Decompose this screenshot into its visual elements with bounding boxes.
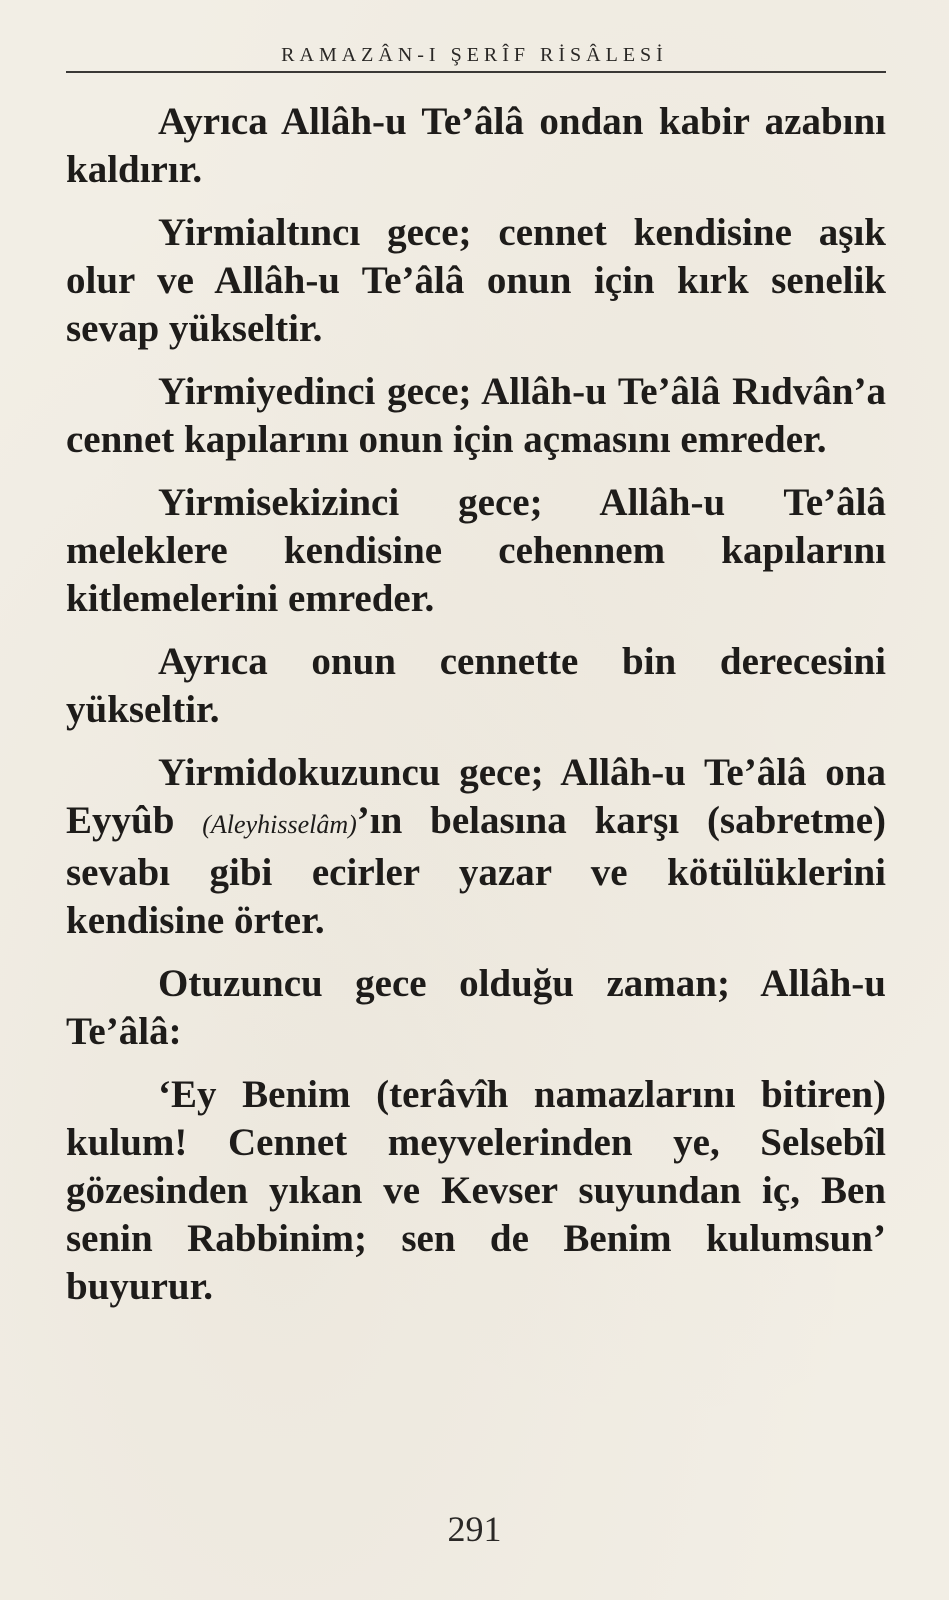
body-text xyxy=(66,98,886,1326)
paragraph-7: Otuzuncu gece olduğu zaman; Allâh-u Te’âlâ: xyxy=(66,962,886,1053)
honorific-italic: (Aleyhisselâm) xyxy=(202,810,357,839)
paragraph-3: Yirmiyedinci gece; Allâh-u Te’âlâ Rıdvân’a cennet kapılarını onun için açmasını emreder. xyxy=(66,370,886,461)
page-number: 291 xyxy=(447,1509,502,1549)
paragraph-6 xyxy=(66,749,886,945)
paragraph-4: Yirmisekizinci gece; Allâh-u Te’âlâ meleklere kendisine cehennem kapılarını kitlemelerini emreder. xyxy=(66,481,886,620)
paragraph-1: Ayrıca Allâh-u Te’âlâ ondan kabir azabını kaldırır. xyxy=(66,100,886,191)
running-header: RAMAZÂN-I ŞERÎF RİSÂLESİ xyxy=(281,44,668,66)
paragraph-5: Ayrıca onun cennette bin derecesini yükseltir. xyxy=(66,640,886,731)
paragraph-8: ‘Ey Benim (terâvîh namazlarını bitiren) kulum! Cennet meyvelerinden ye, Selsebîl gözesinden yıkan ve Kevser suyundan iç, Ben senin Rabbinim; sen de Benim kulumsun’ buyurur. xyxy=(66,1073,886,1308)
paragraph-6-rest: ’ın belasına karşı (sabretme) sevabı gibi ecirler yazar ve kötülüklerini kendisine örter. xyxy=(66,799,886,942)
paragraph-2: Yirmialtıncı gece; cennet kendisine aşık olur ve Allâh-u Te’âlâ onun için kırk senelik sevap yükseltir. xyxy=(66,211,886,350)
header-rule xyxy=(66,71,886,73)
paragraph-6-lead: Yirmidokuzuncu gece; Allâh-u Te’âlâ ona Eyyûb xyxy=(66,751,886,842)
